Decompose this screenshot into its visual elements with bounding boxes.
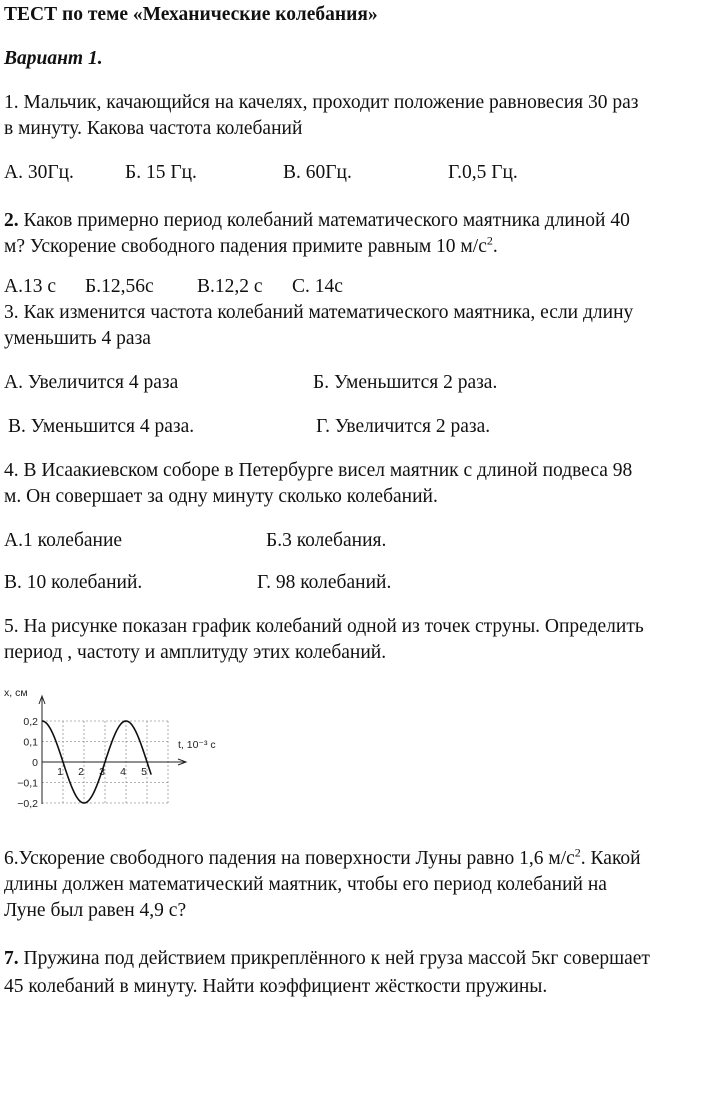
q7-text-line1 xyxy=(4,946,650,972)
variant-heading: Вариант 1. xyxy=(4,48,103,69)
q2-number: 2. xyxy=(4,210,19,231)
q5-text-line2: период , частоту и амплитуду этих колебаний. xyxy=(4,642,387,663)
y-tick-label: 0 xyxy=(32,757,38,769)
q4-option-d: Г. 98 колебаний. xyxy=(257,572,392,593)
q3-option-c: В. Уменьшится 4 раза. xyxy=(8,416,195,437)
q1-option-d: Г.0,5 Гц. xyxy=(448,162,518,183)
q2-option-d: С. 14с xyxy=(292,276,343,297)
y-tick-label: 0,2 xyxy=(23,716,38,728)
q6-superscript: 2 xyxy=(574,845,581,860)
q3-option-b: Б. Уменьшится 2 раза. xyxy=(313,372,498,393)
q4-option-b: Б.3 колебания. xyxy=(266,530,387,551)
y-tick-label: −0,2 xyxy=(17,798,38,810)
q2-option-c: В.12,2 с xyxy=(197,276,263,297)
q3-option-a: А. Увеличится 4 раза xyxy=(4,372,179,393)
q7-line1-text: Пружина под действием прикреплённого к ней груза массой 5кг совершает xyxy=(18,948,650,969)
q7-number: 7. xyxy=(4,948,19,969)
q2-superscript: 2 xyxy=(486,233,493,248)
q3-option-d: Г. Увеличится 2 раза. xyxy=(316,416,491,437)
q2-text-line2 xyxy=(4,234,498,260)
x-tick-label: 4 xyxy=(120,766,126,778)
q3-text-line2: уменьшить 4 раза xyxy=(4,328,151,349)
q2-line1-text: Каков примерно период колебаний математического маятника длиной 40 xyxy=(18,210,630,231)
q6-text-line2: длины должен математический маятник, чтобы его период колебаний на xyxy=(4,874,607,895)
q1-option-c: В. 60Гц. xyxy=(283,162,352,183)
y-axis-label: x, см xyxy=(4,687,28,699)
q4-option-c: В. 10 колебаний. xyxy=(4,572,143,593)
q6-text-line3: Луне был равен 4,9 с? xyxy=(4,900,187,921)
q4-text-line2: м. Он совершает за одну минуту сколько колебаний. xyxy=(4,486,438,507)
q1-option-a: А. 30Гц. xyxy=(4,162,74,183)
x-axis-label: t, 10⁻³ с xyxy=(178,739,216,751)
q1-text-line2: в минуту. Какова частота колебаний xyxy=(4,118,303,139)
x-tick-label: 5 xyxy=(141,766,147,778)
q5-text-line1: 5. На рисунке показан график колебаний одной из точек струны. Определить xyxy=(4,616,644,637)
test-title: ТЕСТ по теме «Механические колебания» xyxy=(4,4,378,25)
oscillation-graph xyxy=(0,684,240,820)
y-tick-label: −0,1 xyxy=(17,777,38,790)
q2-option-a: А.13 с xyxy=(4,276,56,297)
q7-text-line2: 45 колебаний в минуту. Найти коэффициент жёсткости пружины. xyxy=(4,976,548,997)
q4-text-line1: 4. В Исаакиевском соборе в Петербурге висел маятник с длиной подвеса 98 xyxy=(4,460,633,481)
q2-text-line1 xyxy=(4,208,630,234)
q1-text-line1: 1. Мальчик, качающийся на качелях, проходит положение равновесия 30 раз xyxy=(4,92,639,113)
q6-text-line1 xyxy=(4,846,641,872)
q2-line2-text: м? Ускорение свободного падения примите равным 10 м/с xyxy=(4,236,487,257)
y-tick-label: 0,1 xyxy=(23,736,38,749)
q4-option-a: А.1 колебание xyxy=(4,530,123,551)
x-tick-label: 2 xyxy=(78,766,84,778)
x-tick-label: 1 xyxy=(57,766,63,778)
q6-line1-end: . Какой xyxy=(580,848,641,869)
q2-option-b: Б.12,56с xyxy=(85,276,154,297)
q2-line2-end: . xyxy=(492,236,498,257)
x-tick-label: 3 xyxy=(99,766,105,778)
q1-option-b: Б. 15 Гц. xyxy=(125,162,197,183)
q3-text-line1: 3. Как изменится частота колебаний математического маятника, если длину xyxy=(4,302,634,323)
q6-line1-text: 6.Ускорение свободного падения на поверхности Луны равно 1,6 м/с xyxy=(4,848,575,869)
